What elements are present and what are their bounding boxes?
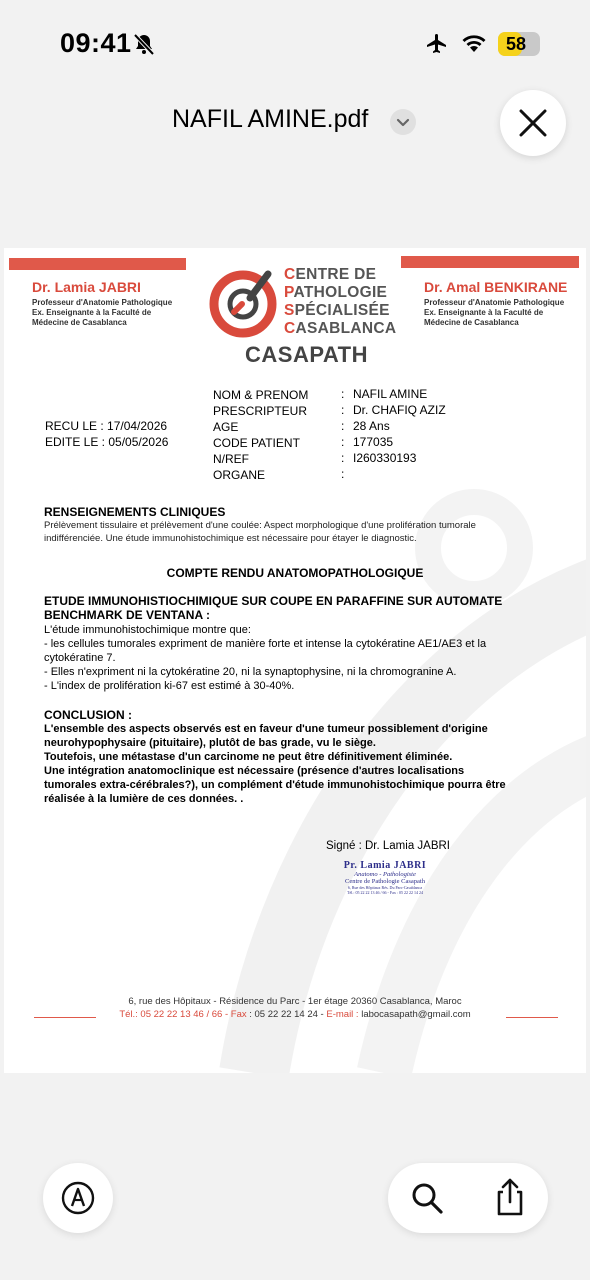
lab-line-3: PÉCIALISÉE [294,302,390,319]
conclusion-line-4: Une intégration anatomoclinique est nécessaire (présence d'autres localisations [44,765,465,777]
lab-cap-1: C [284,266,296,283]
stamp-centre: Centre de Pathologie Casapath [345,878,425,885]
email-label: E-mail : [326,1009,359,1020]
prescriber-value: Dr. CHAFIQ AZIZ [353,403,446,417]
lab-cap-3: S [284,302,295,319]
right-doctor-title: Professeur d'Anatomie Pathologique [424,298,565,307]
received-date: RECU LE : 17/04/2026 [45,419,168,433]
pdf-page[interactable] [4,248,586,1073]
clinical-heading: RENSEIGNEMENTS CLINIQUES [44,505,226,519]
colon: : [341,419,345,433]
chevron-down-icon [390,109,416,135]
ihc-bullet-3: - L'index de prolifération ki-67 est estimé à 30-40%. [44,680,295,692]
status-time: 09:41 [60,28,132,58]
lab-cap-4: C [284,320,296,337]
right-doctor-first: Dr. Amal [424,279,485,295]
ihc-bullet-1a: - les cellules tumorales expriment de manière forte et intense la cytokératine AE1/AE3 et la [44,638,487,650]
battery-level: 58 [505,34,527,54]
actions-pill [388,1163,548,1233]
bell-slash-icon [132,32,156,56]
edited-date: EDITE LE : 05/05/2026 [45,435,169,449]
colon: : [341,467,345,481]
left-doctor [32,279,172,328]
casapath-logo-icon [208,268,278,338]
fax-label: Fax [230,1009,247,1020]
stamp-name: Pr. Lamia JABRI [343,860,427,871]
right-doctor-last: BENKIRANE [484,279,568,295]
right-doctor [424,279,567,328]
patient-name-label: NOM & PRENOM [213,388,309,402]
footer-address: 6, rue des Hôpitaux - Résidence du Parc - 1er étage 20360 Casablanca, Maroc [128,996,462,1007]
conclusion-line-6: réalisée à la lumière de ces données. . [44,793,244,805]
patient-name-value: NAFIL AMINE [353,387,428,401]
report-title: COMPTE RENDU ANATOMOPATHOLOGIQUE [166,566,424,580]
colon: : [341,435,345,449]
left-doctor-line3: Médecine de Casablanca [32,318,127,327]
header-bar-left [9,258,186,270]
title-menu-button[interactable] [390,109,416,135]
airplane-icon [424,32,450,56]
header-bar-right [401,256,579,268]
close-icon [500,90,566,156]
age-label: AGE [213,420,239,434]
share-icon[interactable] [492,1177,528,1217]
search-icon[interactable] [409,1180,445,1216]
tel-value: : 05 22 22 13 46 / 66 - [135,1009,231,1020]
ihc-heading-1: ETUDE IMMUNOHISTIOCHIMIQUE SUR COUPE EN PARAFFINE SUR AUTOMATE [44,594,503,608]
lab-name [284,266,396,338]
close-button[interactable] [500,90,566,156]
lab-brand: CASAPATH [245,342,368,367]
left-doctor-title: Professeur d'Anatomie Pathologique [32,298,173,307]
status-bar [0,0,590,90]
markup-pen-icon [60,1180,96,1216]
organ-label: ORGANE [213,468,266,482]
clinical-line-1: Prélèvement tissulaire et prélèvement d'une coulée: Aspect morphologique d'une prolifération tumorale [44,520,476,531]
conclusion-heading: CONCLUSION : [44,708,132,722]
markup-button[interactable] [43,1163,113,1233]
fax-value: : 05 22 22 14 24 - [246,1009,327,1020]
stamp-title: Anatomo - Pathologiste [354,871,416,878]
left-doctor-last: JABRI [98,279,141,295]
patient-code-value: 177035 [353,435,394,449]
left-doctor-line2: Ex. Enseignante à la Faculté de [32,308,152,317]
patient-code-label: CODE PATIENT [213,436,300,450]
doctor-stamp [330,860,440,895]
lab-line-4: ASABLANCA [295,320,397,337]
ihc-bullet-2: - Elles n'expriment ni la cytokératine 20, ni la synaptophysine, ni la chromogranine A. [44,666,457,678]
conclusion-line-3: Toutefois, une métastase d'un carcinome ne peut être définitivement éliminée. [44,751,453,763]
email-value: labocasapath@gmail.com [358,1009,471,1020]
conclusion-line-2: neurohypophysaire (pituitaire), plutôt de bas grade, vu le siège. [44,737,376,749]
colon: : [341,403,345,417]
signature-line: Signé : Dr. Lamia JABRI [326,840,450,852]
ihc-heading-2: BENCHMARK DE VENTANA : [44,608,210,622]
file-title[interactable]: NAFIL AMINE.pdf [172,105,369,133]
stamp-address: 6, Rue des Hôpitaux Rés. Du Parc-Casablanca [347,885,423,890]
prescriber-label: PRESCRIPTEUR [213,404,308,418]
wifi-icon [460,32,488,54]
colon: : [341,451,345,465]
right-doctor-line3: Médecine de Casablanca [424,318,519,327]
tel-label: Tél. [119,1009,136,1020]
ihc-intro: L'étude immunohistochimique montre que: [44,624,251,636]
ref-value: I260330193 [353,451,417,465]
ref-label: N/REF [213,452,249,466]
lab-cap-2: P [284,284,294,301]
conclusion-line-1: L'ensemble des aspects observés est en faveur d'une tumeur possiblement d'origine [44,723,488,735]
clinical-line-2: indifférenciée. Une étude immunohistochimique est nécessaire pour étayer le diagnostic. [44,533,417,544]
stamp-phone: Tél.: 05 22 22 13 46 / 66 - Fax : 05 22 22 14 24 [347,890,423,895]
age-value: 28 Ans [353,419,390,433]
left-doctor-first: Dr. Lamia [32,279,99,295]
lab-line-2: ATHOLOGIE [293,284,388,301]
footer-contact [4,1009,586,1020]
ihc-bullet-1b: cytokératine 7. [44,652,116,664]
conclusion-line-5: tumorales extra-cérébrales?), un complément d'étude immunohistochimique pourra être [44,779,506,791]
right-doctor-line2: Ex. Enseignante à la Faculté de [424,308,544,317]
battery-indicator [498,32,540,56]
lab-line-1: ENTRE DE [295,266,377,283]
colon: : [341,387,345,401]
